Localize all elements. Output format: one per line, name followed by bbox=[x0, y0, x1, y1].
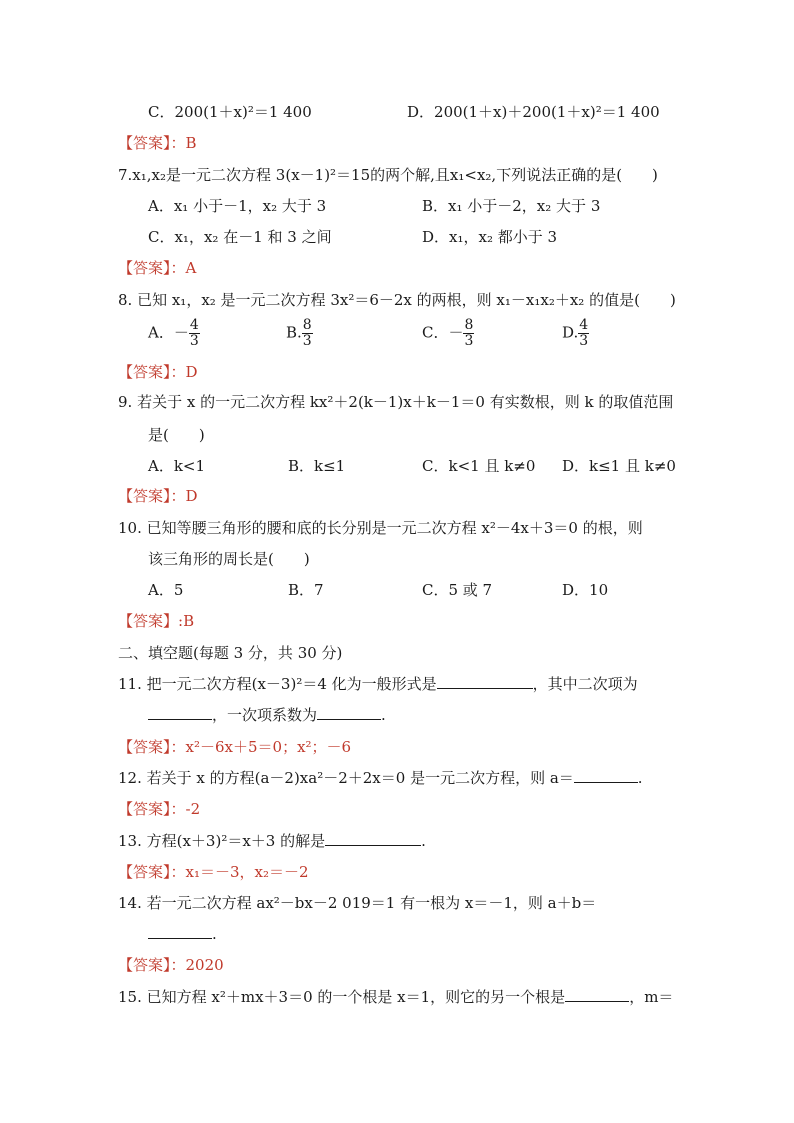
q9-option-a: A．k<1 bbox=[148, 457, 206, 475]
answer-tag: 【答案】 bbox=[118, 800, 171, 818]
q8-option-a bbox=[148, 318, 200, 349]
q6-option-d: D．200(1＋x)＋200(1＋x)²＝1 400 bbox=[407, 103, 660, 121]
q12-answer bbox=[118, 799, 200, 819]
q10-option-d: D．10 bbox=[562, 581, 609, 599]
q8-option-c bbox=[422, 318, 474, 349]
q15-text: 15. 已知方程 x²＋mx＋3＝0 的一个根是 x＝1，则它的另一个根是 bbox=[118, 988, 566, 1006]
q12-text: . bbox=[637, 769, 643, 787]
numerator: 4 bbox=[579, 317, 589, 333]
answer-value: ：x₁＝－3，x₂＝－2 bbox=[170, 863, 309, 881]
q6-option-c: C．200(1＋x)²＝1 400 bbox=[148, 103, 312, 121]
q15-text: ，m＝ bbox=[629, 988, 674, 1006]
blank-line bbox=[148, 924, 212, 939]
q10-option-c: C．5 或 7 bbox=[422, 581, 493, 599]
q13-stem bbox=[118, 831, 426, 851]
q11-stem-line1 bbox=[118, 674, 638, 694]
blank-line bbox=[574, 768, 638, 783]
q10-answer bbox=[118, 611, 194, 631]
answer-value: ：D bbox=[170, 487, 198, 505]
q7-answer bbox=[118, 258, 196, 278]
answer-value: ：B bbox=[170, 134, 197, 152]
q11-stem-line2 bbox=[148, 705, 386, 725]
numerator: 8 bbox=[302, 317, 312, 333]
q14-stem-line1: 14. 若一元二次方程 ax²－bx－2 019＝1 有一根为 x＝－1，则 a＋b＝ bbox=[118, 894, 597, 912]
q7-stem: 7.x₁,x₂是一元二次方程 3(x－1)²＝15的两个解,且x₁<x₂,下列说法正确的是( ) bbox=[118, 166, 658, 184]
q8-answer bbox=[118, 362, 198, 382]
q14-text: . bbox=[212, 925, 217, 943]
q9-stem-line1: 9. 若关于 x 的一元二次方程 kx²＋2(k－1)x＋k－1＝0 有实数根，则 k 的取值范围 bbox=[118, 393, 674, 411]
q8-option-c-prefix: C．－ bbox=[422, 323, 464, 342]
blank-line bbox=[317, 705, 381, 720]
answer-value: ：D bbox=[170, 363, 198, 381]
q8-stem: 8. 已知 x₁，x₂ 是一元二次方程 3x²＝6－2x 的两根，则 x₁－x₁x₂＋x₂ 的值是( ) bbox=[118, 291, 676, 309]
q11-text: ，其中二次项为 bbox=[532, 675, 638, 693]
q11-text: . bbox=[381, 706, 386, 724]
q7-option-b: B．x₁ 小于－2，x₂ 大于 3 bbox=[422, 197, 601, 215]
q15-stem bbox=[118, 987, 673, 1007]
blank-line bbox=[437, 674, 533, 689]
answer-tag: 【答案】 bbox=[118, 134, 171, 152]
q10-stem-line2: 该三角形的周长是( ) bbox=[148, 550, 310, 568]
answer-tag: 【答案】 bbox=[118, 259, 171, 277]
answer-value: ：-2 bbox=[170, 800, 201, 818]
q14-stem-line2 bbox=[148, 924, 217, 944]
q14-answer bbox=[118, 955, 224, 975]
answer-value: ：A bbox=[170, 259, 197, 277]
q7-option-d: D．x₁，x₂ 都小于 3 bbox=[422, 228, 558, 246]
answer-tag: 【答案】 bbox=[118, 363, 171, 381]
q9-option-c: C．k<1 且 k≠0 bbox=[422, 457, 536, 475]
q9-option-b: B．k≤1 bbox=[288, 457, 346, 475]
denominator: 3 bbox=[464, 333, 474, 349]
q11-text: 11. 把一元二次方程(x－3)²＝4 化为一般形式是 bbox=[118, 675, 437, 693]
q8-option-d-fraction bbox=[578, 318, 589, 349]
answer-tag: 【答案】 bbox=[118, 738, 171, 756]
answer-value: ：2020 bbox=[170, 956, 224, 974]
blank-line bbox=[148, 705, 212, 720]
q10-stem-line1: 10. 已知等腰三角形的腰和底的长分别是一元二次方程 x²－4x＋3＝0 的根，则 bbox=[118, 519, 643, 537]
answer-tag: 【答案】 bbox=[118, 487, 171, 505]
denominator: 3 bbox=[579, 333, 589, 349]
q7-option-a: A．x₁ 小于－1，x₂ 大于 3 bbox=[148, 197, 327, 215]
answer-tag: 【答案】 bbox=[118, 956, 171, 974]
q8-option-b bbox=[286, 318, 313, 349]
blank-line bbox=[565, 987, 629, 1002]
q12-stem bbox=[118, 768, 643, 788]
q9-answer bbox=[118, 486, 198, 506]
section-heading-fill-in: 二、填空题(每题 3 分，共 30 分) bbox=[118, 644, 343, 662]
q6-answer bbox=[118, 133, 197, 153]
q8-option-a-prefix: A．－ bbox=[148, 323, 189, 342]
q8-option-c-fraction bbox=[463, 318, 474, 349]
q10-option-a: A．5 bbox=[148, 581, 184, 599]
q9-option-d: D．k≤1 且 k≠0 bbox=[562, 457, 676, 475]
q8-option-a-fraction bbox=[189, 318, 200, 349]
q13-text: . bbox=[421, 832, 426, 850]
q8-option-d-prefix: D. bbox=[562, 323, 579, 342]
q13-answer bbox=[118, 862, 309, 882]
denominator: 3 bbox=[189, 333, 199, 349]
answer-tag: 【答案】 bbox=[118, 612, 179, 630]
q10-option-b: B．7 bbox=[288, 581, 324, 599]
q8-option-b-fraction bbox=[302, 318, 313, 349]
q13-text: 13. 方程(x＋3)²＝x＋3 的解是 bbox=[118, 832, 326, 850]
q8-option-b-prefix: B. bbox=[286, 323, 302, 342]
numerator: 4 bbox=[189, 317, 199, 333]
answer-value: ：x²－6x＋5＝0；x²；－6 bbox=[170, 738, 352, 756]
denominator: 3 bbox=[302, 333, 312, 349]
q9-stem-line2: 是( ) bbox=[148, 426, 205, 444]
q11-text: ，一次项系数为 bbox=[212, 706, 318, 724]
q8-option-d bbox=[562, 318, 589, 349]
q11-answer bbox=[118, 737, 351, 757]
answer-value: :B bbox=[178, 612, 195, 630]
blank-line bbox=[325, 831, 421, 846]
answer-tag: 【答案】 bbox=[118, 863, 171, 881]
q12-text: 12. 若关于 x 的方程(a－2)xa²－2＋2x＝0 是一元二次方程，则 a＝ bbox=[118, 769, 574, 787]
numerator: 8 bbox=[464, 317, 474, 333]
q7-option-c: C．x₁，x₂ 在－1 和 3 之间 bbox=[148, 228, 332, 246]
